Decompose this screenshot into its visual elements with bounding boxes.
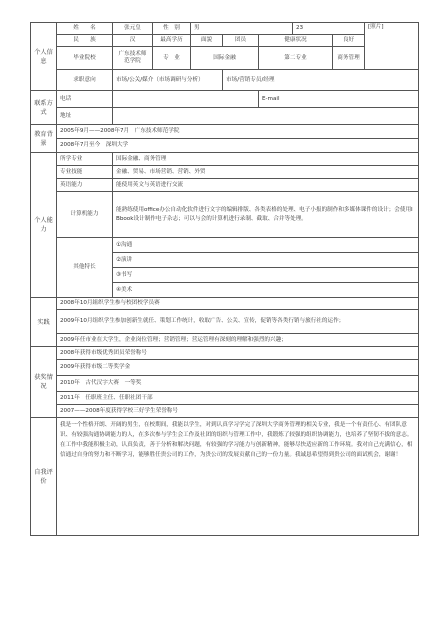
education-section-label: 教育背景 <box>31 125 57 153</box>
phone-value <box>113 91 259 108</box>
award-item-4: 2011年 任职班主任、任职社团干部 <box>57 392 419 405</box>
award-item-1: 2008年获得市级优秀团员荣誉称号 <box>57 347 419 360</box>
self-text: 我是一个性格开朗、开阔的男生，在校期间，我能以学生，对到认真学习学完了深圳大学商务管理的相关专业，我是一个有责任心、有团队意识、有较强沟通协调能力的人，在多次参与学生会工作及社团的组织与管理工作中，我锻炼了较强的组织协调能力，也培养了坚韧不拔的意志。在工作中我能积极主动，认真负责，善于分析和解决问题，有较强的学习能力与创新精神，能够尽快适应新的工作环境。我对自己充满信心，相信通过自身的努力和不断学习，能够胜任贵公司的工作，为贵公司的发展贡献自己的一份力量。我诚恳希望得到贵公司的面试机会，谢谢！ <box>57 418 419 536</box>
phone-label: 电话 <box>57 91 113 108</box>
english-label: 英语能力 <box>57 179 113 192</box>
education-label: 最高学历 <box>153 35 191 47</box>
practice-section-label: 实践 <box>31 298 57 347</box>
photo-box: [照片] <box>365 23 419 70</box>
major2-value: 商务管理 <box>333 47 365 70</box>
skills-label: 专业技能 <box>57 166 113 179</box>
practice-item-2: 2009年10月组织学生参加创新生就任、策划工作统计，收取广告、公关、宣传，促销等各类行销与旅行社的运作； <box>57 310 419 334</box>
politics-value: 团员 <box>223 35 259 47</box>
ethnicity-value: 汉 <box>113 35 153 47</box>
health-value: 良好 <box>333 35 365 47</box>
age-value: 23 <box>293 23 365 35</box>
ability-major-label: 所学专业 <box>57 153 113 166</box>
other-item-2: ②演讲 <box>113 253 418 268</box>
award-item-2: 2009年获得市级二等奖学金 <box>57 360 419 376</box>
award-item-3: 2010年 古代汉字大赛 一等奖 <box>57 376 419 392</box>
name-label: 姓 名 <box>57 23 113 35</box>
health-label: 健康状况 <box>259 35 333 47</box>
address-value <box>113 108 419 125</box>
resume-table <box>30 22 419 536</box>
major-label: 专 业 <box>153 47 191 70</box>
address-label: 地址 <box>57 108 113 125</box>
practice-item-3: 2009年任市业在大学生，企业岗位管理；营销管理；营运管理有深刻的理解和强烈的兴趣； <box>57 334 419 347</box>
other-item-1: ①沟通 <box>113 238 418 253</box>
politics-label: 面貌 <box>191 35 223 47</box>
goal-label: 求职意向 <box>57 70 113 91</box>
gender-value: 男 <box>191 23 293 35</box>
awards-section-label: 获奖情况 <box>31 347 57 418</box>
personal-section-label: 个人信息 <box>31 23 57 91</box>
education-item-2: 2008年7月至今 深圳大学 <box>57 139 419 153</box>
other-item-3: ③书写 <box>113 268 418 283</box>
email-label: E-mail <box>259 91 419 108</box>
computer-value: 能熟练使用office办公自动化软件进行文字的编辑排版、各类表格的处理、电子小报的制作和多媒体课件的设计；会使用IBbook设计制作电子杂志；可以与会的计算机进行录制、截取、合并等处理。 <box>113 192 419 238</box>
goal-value: 市场/公关/媒介（市场调研与分析） <box>113 70 223 91</box>
english-value: 能使用英文与英语进行交流 <box>113 179 419 192</box>
contact-section-label: 联系方式 <box>31 91 57 125</box>
practice-item-1: 2008年10月組织学生参与校团校学员赛 <box>57 298 419 310</box>
school-value: 广东技术师范学院 <box>113 47 153 70</box>
other-label: 其他特长 <box>57 238 113 298</box>
major-value: 国际金融 <box>191 47 259 70</box>
other-item-4: ④美术 <box>116 287 133 293</box>
education-item-1: 2005年9月——2008年7月 广东技术师范学院 <box>57 125 419 139</box>
ethnicity-label: 民 族 <box>57 35 113 47</box>
gender-label: 性 别 <box>153 23 191 35</box>
award-item-5: 2007——2008年度获得学校三好学生荣誉称号 <box>57 405 419 418</box>
computer-label: 计算机能力 <box>57 192 113 238</box>
major2-label: 第二专业 <box>259 47 333 70</box>
school-label: 毕业院校 <box>57 47 113 70</box>
ability-section-label: 个人能力 <box>31 153 57 298</box>
name-value: 张元皇 <box>113 23 153 35</box>
other-list <box>113 238 419 298</box>
ability-major-value: 国际金融、商务管理 <box>113 153 419 166</box>
goal-value-2: 市场/营销专员/经理 <box>223 70 419 91</box>
self-section-label: 自我评价 <box>31 418 57 536</box>
skills-value: 金融、贸易、市场营销、营销、外贸 <box>113 166 419 179</box>
